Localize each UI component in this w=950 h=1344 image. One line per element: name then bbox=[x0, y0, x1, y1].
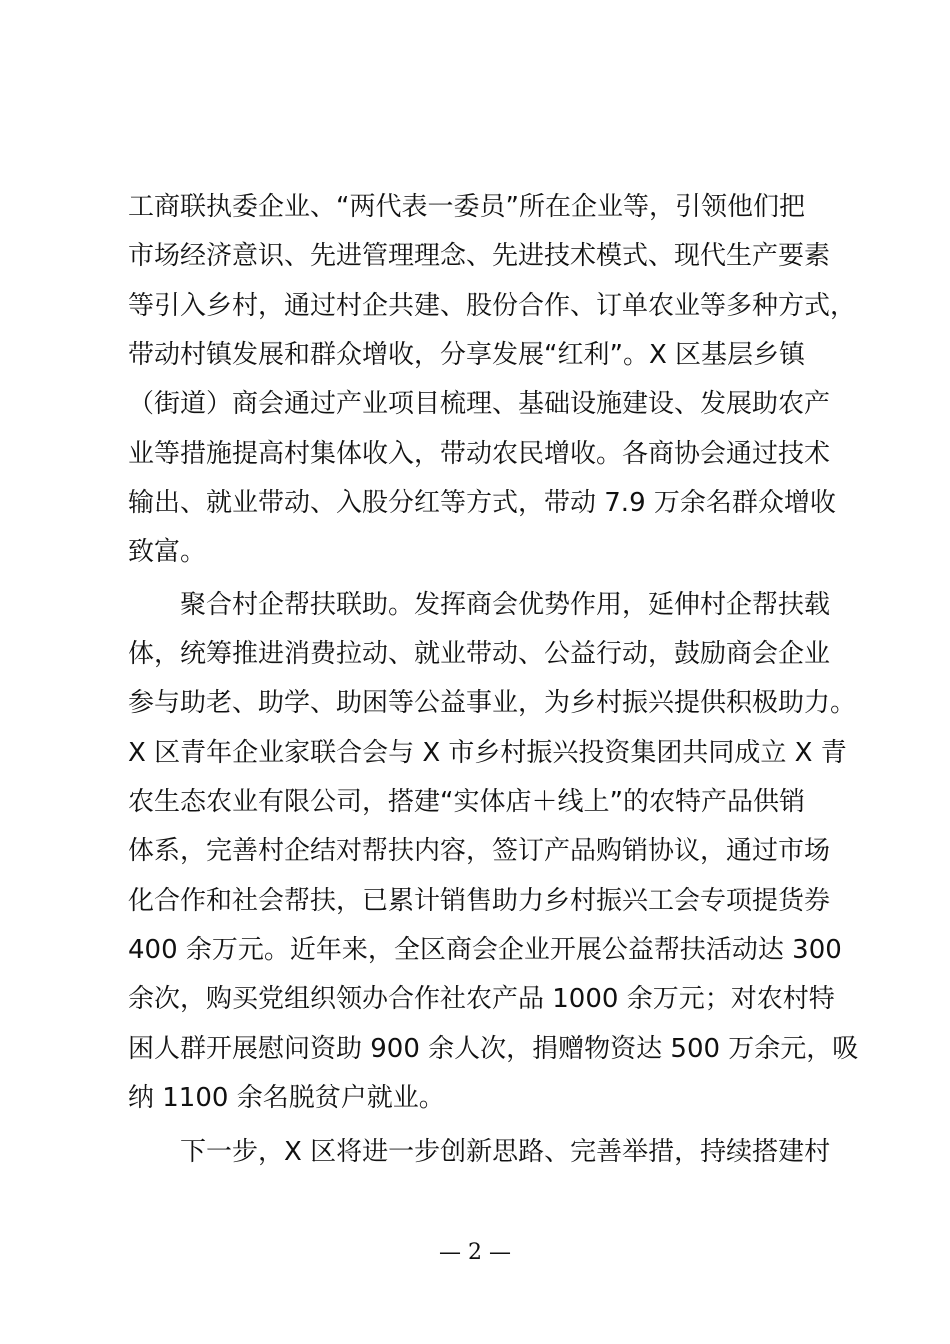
paragraph-line: 化合作和社会帮扶，已累计销售助力乡村振兴工会专项提货券 bbox=[128, 886, 831, 916]
paragraph-line: 带动村镇发展和群众增收，分享发展“红利”。X 区基层乡镇 bbox=[128, 340, 806, 370]
paragraph-line: 困人群开展慰问资助 900 余人次，捐赠物资达 500 万余元，吸 bbox=[128, 1034, 859, 1064]
page-number: — 2 — bbox=[439, 1240, 511, 1265]
paragraph-line: 农生态农业有限公司，搭建“实体店＋线上”的农特产品供销 bbox=[128, 787, 805, 817]
paragraph-line: 体系，完善村企结对帮扶内容，签订产品购销协议，通过市场 bbox=[128, 836, 831, 866]
paragraph-line: 余次，购买党组织领办合作社农产品 1000 余万元；对农村特 bbox=[128, 984, 835, 1014]
paragraph-line: 体，统筹推进消费拉动、就业带动、公益行动，鼓励商会企业 bbox=[128, 639, 831, 669]
paragraph-line: 输出、就业带动、入股分红等方式，带动 7.9 万余名群众增收 bbox=[128, 488, 836, 518]
paragraph-line: 下一步，X 区将进一步创新思路、完善举措，持续搭建村 bbox=[180, 1137, 831, 1167]
paragraph-line: 致富。 bbox=[128, 537, 207, 567]
paragraph-line: 市场经济意识、先进管理理念、先进技术模式、现代生产要素 bbox=[128, 241, 831, 271]
paragraph-line: 聚合村企帮扶联助。发挥商会优势作用，延伸村企帮扶载 bbox=[180, 590, 831, 620]
paragraph-line: 等引入乡村，通过村企共建、股份合作、订单农业等多种方式， bbox=[128, 291, 857, 321]
paragraph-line: 400 余万元。近年来，全区商会企业开展公益帮扶活动达 300 bbox=[128, 935, 842, 965]
paragraph-line: 参与助老、助学、助困等公益事业，为乡村振兴提供积极助力。 bbox=[128, 688, 857, 718]
paragraph-line: 纳 1100 余名脱贫户就业。 bbox=[128, 1083, 445, 1113]
paragraph-line: X 区青年企业家联合会与 X 市乡村振兴投资集团共同成立 X 青 bbox=[128, 738, 847, 768]
paragraph-line: 工商联执委企业、“两代表一委员”所在企业等，引领他们把 bbox=[128, 192, 805, 222]
paragraph-line: 业等措施提高村集体收入，带动农民增收。各商协会通过技术 bbox=[128, 439, 831, 469]
paragraph-line: （街道）商会通过产业项目梳理、基础设施建设、发展助农产 bbox=[128, 389, 831, 419]
